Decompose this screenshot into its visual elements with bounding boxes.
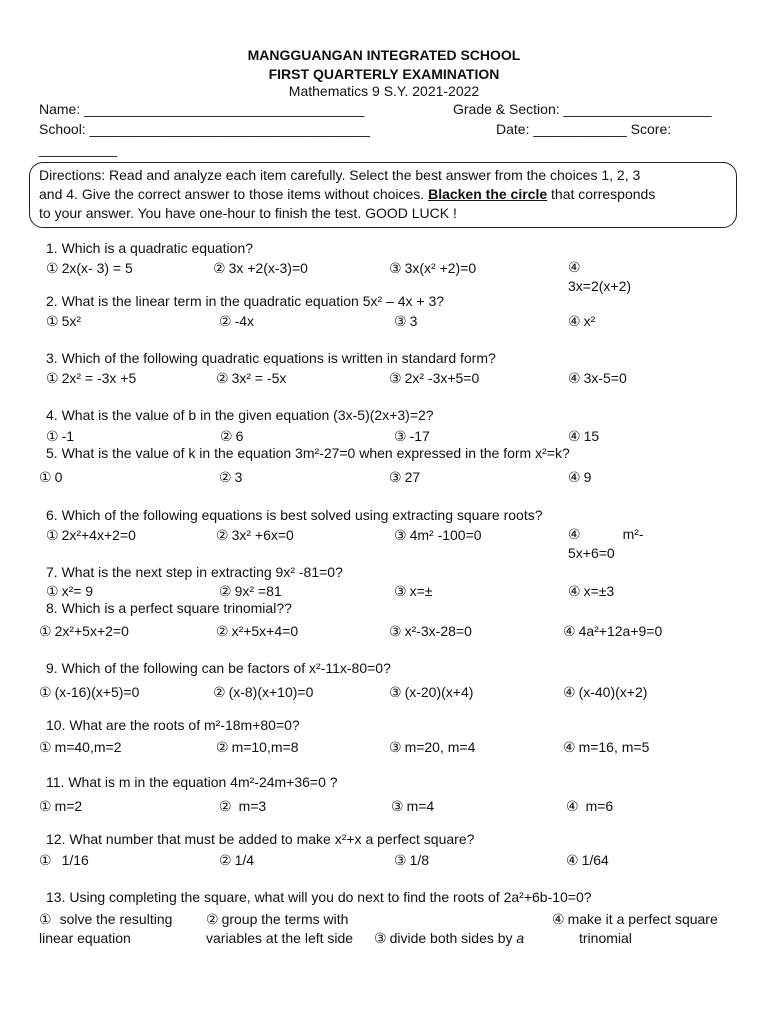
q3-choice-2[interactable]: ② 3x² = -5x: [216, 370, 287, 386]
q4-choice-3[interactable]: ③ -17: [394, 428, 430, 444]
answer-circle-icon: ①: [46, 527, 59, 543]
q11-choice-3[interactable]: ③ m=4: [391, 798, 435, 814]
q3-choice-1[interactable]: ① 2x² = -3x +5: [46, 370, 137, 386]
q6-choice-4[interactable]: ④ m²- 5x+6=0: [568, 526, 644, 561]
answer-circle-icon: ④: [568, 259, 581, 275]
school-name: MANGGUANGAN INTEGRATED SCHOOL: [247, 47, 521, 63]
q13-choice-2[interactable]: ② group the terms with variables at the left side: [206, 911, 354, 946]
q3-choice-3[interactable]: ③ 2x² -3x+5=0: [389, 370, 480, 386]
answer-circle-icon: ①: [46, 583, 59, 599]
answer-circle-icon: ①: [39, 469, 52, 485]
answer-circle-icon: ③: [389, 370, 402, 386]
q4-choice-1[interactable]: ① -1: [46, 428, 75, 444]
question-13: 13. Using completing the square, what will you do next to find the roots of 2a²+6b-10=0?: [46, 889, 592, 905]
q12-choice-2[interactable]: ② 1/4: [219, 852, 255, 868]
q5-choice-4[interactable]: ④ 9: [568, 469, 592, 485]
answer-circle-icon: ④: [568, 469, 581, 485]
q7-choice-2[interactable]: ② 9x² =81: [219, 583, 282, 599]
q5-choice-1[interactable]: ① 0: [39, 469, 63, 485]
answer-circle-icon: ②: [213, 260, 226, 276]
q9-choice-1[interactable]: ① (x-16)(x+5)=0: [39, 684, 140, 700]
q7-choice-3[interactable]: ③ x=±: [394, 583, 433, 599]
answer-circle-icon: ③: [394, 583, 407, 599]
answer-circle-icon: ①: [46, 260, 59, 276]
answer-circle-icon: ④: [568, 370, 581, 386]
q2-choice-2[interactable]: ② -4x: [219, 313, 255, 329]
answer-circle-icon: ④: [568, 526, 581, 542]
answer-circle-icon: ③: [374, 930, 387, 946]
question-10: 10. What are the roots of m²-18m+80=0?: [46, 717, 300, 733]
answer-circle-icon: ④: [568, 313, 581, 329]
answer-circle-icon: ①: [46, 428, 59, 444]
question-3: 3. Which of the following quadratic equations is written in standard form?: [46, 350, 496, 366]
school-field[interactable]: School: ____________________________________: [39, 121, 370, 137]
answer-circle-icon: ③: [394, 428, 407, 444]
directions-line-3: to your answer. You have one-hour to finish the test. GOOD LUCK !: [39, 205, 457, 221]
answer-circle-icon: ①: [39, 623, 52, 639]
q3-choice-4[interactable]: ④ 3x-5=0: [568, 370, 627, 386]
answer-circle-icon: ①: [39, 911, 52, 927]
directions-line-2: and 4. Give the correct answer to those items without choices. Blacken the circle that corresponds: [39, 186, 656, 202]
q7-choice-4[interactable]: ④ x=±3: [568, 583, 615, 599]
q9-choice-4[interactable]: ④ (x-40)(x+2): [563, 684, 648, 700]
q13-choice-1[interactable]: ① solve the resulting linear equation: [39, 911, 173, 946]
q9-choice-3[interactable]: ③ (x-20)(x+4): [389, 684, 474, 700]
answer-circle-icon: ③: [394, 527, 407, 543]
question-7: 7. What is the next step in extracting 9x² -81=0?: [46, 564, 343, 580]
q6-choice-3[interactable]: ③ 4m² -100=0: [394, 527, 482, 543]
answer-circle-icon: ③: [389, 684, 402, 700]
q8-choice-3[interactable]: ③ x²-3x-28=0: [389, 623, 472, 639]
answer-circle-icon: ③: [389, 623, 402, 639]
directions-emphasis: Blacken the circle: [428, 186, 548, 202]
answer-circle-icon: ①: [39, 684, 52, 700]
answer-circle-icon: ③: [394, 313, 407, 329]
q1-choice-4[interactable]: ④ 3x=2(x+2): [568, 259, 632, 294]
answer-circle-icon: ④: [568, 428, 581, 444]
q12-choice-1[interactable]: ① 1/16: [39, 852, 89, 868]
q4-choice-2[interactable]: ② 6: [220, 428, 244, 444]
answer-circle-icon: ②: [220, 428, 233, 444]
answer-circle-icon: ②: [216, 370, 229, 386]
q11-choice-4[interactable]: ④ m=6: [566, 798, 614, 814]
q12-choice-3[interactable]: ③ 1/8: [394, 852, 430, 868]
q2-choice-4[interactable]: ④ x²: [568, 313, 596, 329]
question-11: 11. What is m in the equation 4m²-24m+36=0 ?: [46, 774, 338, 790]
answer-circle-icon: ④: [552, 911, 565, 927]
answer-circle-icon: ④: [563, 623, 576, 639]
q13-choice-3[interactable]: ③ divide both sides by a: [374, 930, 525, 946]
answer-circle-icon: ①: [46, 370, 59, 386]
answer-circle-icon: ③: [389, 260, 402, 276]
q7-choice-1[interactable]: ① x²= 9: [46, 583, 94, 599]
answer-circle-icon: ②: [219, 852, 232, 868]
q11-choice-2[interactable]: ② m=3: [219, 798, 267, 814]
date-score-field[interactable]: Date: ____________ Score:: [496, 121, 672, 137]
grade-section-field[interactable]: Grade & Section: ___________________: [453, 101, 712, 117]
answer-circle-icon: ②: [219, 798, 232, 814]
q2-choice-3[interactable]: ③ 3: [394, 313, 418, 329]
answer-circle-icon: ④: [566, 852, 579, 868]
answer-circle-icon: ②: [216, 739, 229, 755]
q12-choice-4[interactable]: ④ 1/64: [566, 852, 609, 868]
answer-circle-icon: ④: [568, 583, 581, 599]
q10-choice-4[interactable]: ④ m=16, m=5: [563, 739, 650, 755]
answer-circle-icon: ②: [206, 911, 219, 927]
q6-choice-2[interactable]: ② 3x² +6x=0: [216, 527, 294, 543]
q9-choice-2[interactable]: ② (x-8)(x+10)=0: [213, 684, 314, 700]
q10-choice-3[interactable]: ③ m=20, m=4: [389, 739, 476, 755]
answer-circle-icon: ③: [391, 798, 404, 814]
answer-circle-icon: ②: [213, 684, 226, 700]
question-1: 1. Which is a quadratic equation?: [46, 240, 254, 256]
answer-circle-icon: ①: [46, 313, 59, 329]
question-2: 2. What is the linear term in the quadratic equation 5x² – 4x + 3?: [46, 293, 445, 309]
name-field[interactable]: Name: ____________________________________: [39, 101, 365, 117]
answer-circle-icon: ②: [216, 527, 229, 543]
q10-choice-1[interactable]: ① m=40,m=2: [39, 739, 122, 755]
q8-choice-1[interactable]: ① 2x²+5x+2=0: [39, 623, 129, 639]
question-9: 9. Which of the following can be factors of x²-11x-80=0?: [46, 660, 391, 676]
q13-choice-4[interactable]: ④ make it a perfect square trinomial: [552, 911, 718, 946]
q6-choice-1[interactable]: ① 2x²+4x+2=0: [46, 527, 136, 543]
q5-choice-2[interactable]: ② 3: [219, 469, 243, 485]
answer-circle-icon: ①: [39, 739, 52, 755]
answer-circle-icon: ②: [216, 623, 229, 639]
q4-choice-4[interactable]: ④ 15: [568, 428, 600, 444]
q10-choice-2[interactable]: ② m=10,m=8: [216, 739, 299, 755]
answer-circle-icon: ③: [389, 739, 402, 755]
directions-box: [29, 162, 737, 228]
answer-circle-icon: ①: [39, 798, 52, 814]
answer-circle-icon: ④: [563, 739, 576, 755]
q11-choice-1[interactable]: ① m=2: [39, 798, 83, 814]
q2-choice-1[interactable]: ① 5x²: [46, 313, 82, 329]
q5-choice-3[interactable]: ③ 27: [389, 469, 421, 485]
answer-circle-icon: ③: [389, 469, 402, 485]
answer-circle-icon: ②: [219, 313, 232, 329]
answer-circle-icon: ②: [219, 583, 232, 599]
answer-circle-icon: ①: [39, 852, 52, 868]
question-6: 6. Which of the following equations is best solved using extracting square roots?: [46, 507, 543, 523]
q8-choice-2[interactable]: ② x²+5x+4=0: [216, 623, 299, 639]
exam-title: FIRST QUARTERLY EXAMINATION: [268, 66, 500, 82]
q1-choice-3[interactable]: ③ 3x(x² +2)=0: [389, 260, 477, 276]
directions-line-1: Directions: Read and analyze each item carefully. Select the best answer from the choices 1, 2, 3: [39, 167, 641, 183]
subject-line: Mathematics 9 S.Y. 2021-2022: [288, 83, 480, 99]
question-8: 8. Which is a perfect square trinomial??: [46, 600, 292, 616]
answer-circle-icon: ④: [563, 684, 576, 700]
answer-circle-icon: ④: [566, 798, 579, 814]
answer-circle-icon: ②: [219, 469, 232, 485]
question-5: 5. What is the value of k in the equation 3m²-27=0 when expressed in the form x²=k?: [46, 445, 570, 461]
question-4: 4. What is the value of b in the given equation (3x-5)(2x+3)=2?: [46, 407, 434, 423]
answer-circle-icon: ③: [394, 852, 407, 868]
question-12: 12. What number that must be added to make x²+x a perfect square?: [46, 831, 475, 847]
q1-choice-1[interactable]: ① 2x(x- 3) = 5: [46, 260, 133, 276]
q8-choice-4[interactable]: ④ 4a²+12a+9=0: [563, 623, 663, 639]
q1-choice-2[interactable]: ② 3x +2(x-3)=0: [213, 260, 308, 276]
score-field[interactable]: __________: [39, 141, 117, 157]
